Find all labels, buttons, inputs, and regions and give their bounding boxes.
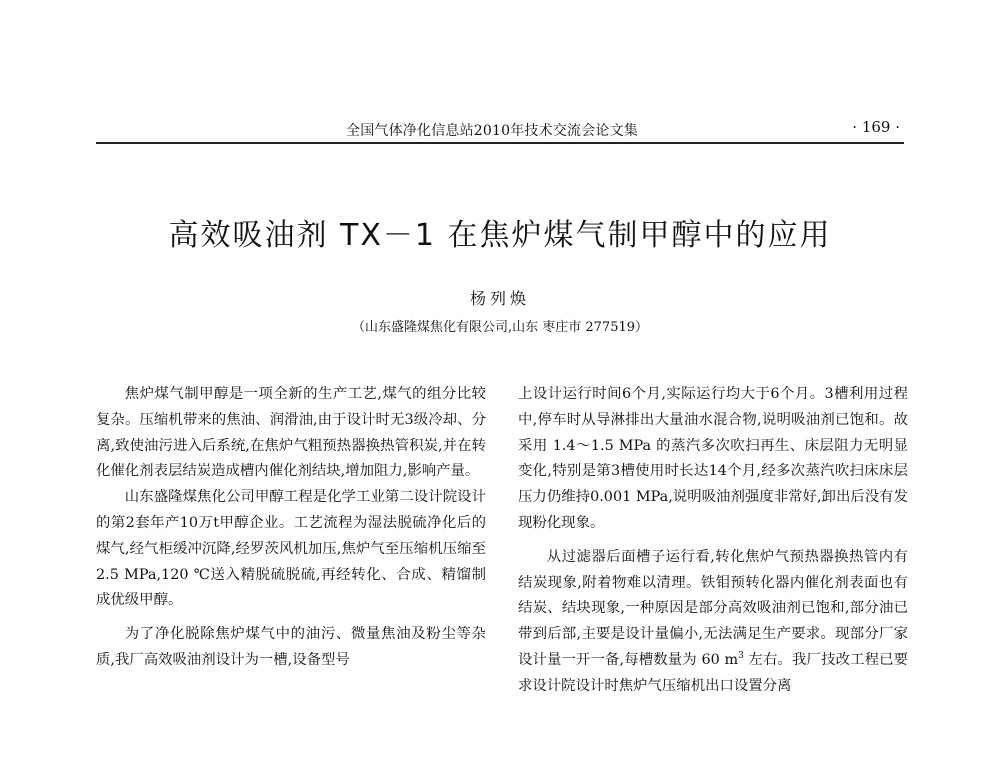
article-title: 高效吸油剂 TX－1 在焦炉煤气制甲醇中的应用 — [168, 218, 832, 253]
right-column — [518, 382, 908, 760]
page-number: · 169 · — [852, 118, 900, 136]
body-paragraph: 山东盛隆煤焦化公司甲醇工程是化学工业第二设计院设计的第2套年产10万t甲醇企业。工艺流程为湿法脱硫净化后的煤气,经气柜缓冲沉降,经罗茨风机加压,焦炉气至压缩机压缩至 2.5 MPa,120 ℃送入精脱硫脱硫,再经转化、合成、精馏制成优级甲醇。 — [96, 489, 486, 609]
author-affiliation: （山东盛隆煤焦化有限公司,山东 枣庄市 277519） — [351, 320, 649, 335]
body-paragraph: 焦炉煤气制甲醇是一项全新的生产工艺,煤气的组分比较复杂。压缩机带来的焦油、润滑油,由于设计时无3级冷却、分离,致使油污进入后系统,在焦炉气粗预热器换热管积炭,并在转化催化剂表层结炭造成槽内催化剂结块,增加阻力,影响产量。 — [96, 386, 486, 480]
body-paragraph: 上设计运行时间6个月,实际运行均大于6个月。3槽利用过程中,停车时从导淋排出大量油水混合物,说明吸油剂已饱和。故采用 1.4～1.5 MPa 的蒸汽多次吹扫再生、床层阻力无明显变化,特别是第3槽使用时长达14个月,经多次蒸汽吹扫床床层压力仍维持0.001 MPa,说明吸油剂强度非常好,卸出后没有发现粉化现象。 — [518, 386, 908, 531]
running-header — [96, 118, 904, 144]
body-paragraph — [518, 545, 908, 700]
author-name: 杨列焕 — [469, 289, 530, 308]
paragraph-text: 左右。我厂技改工程已要求设计院设计时焦炉气压缩机出口设置分离 — [518, 651, 908, 694]
superscript: 3 — [738, 651, 744, 662]
journal-title: 全国气体净化信息站2010年技术交流会论文集 — [346, 123, 639, 139]
paragraph-text: 从过滤器后面槽子运行看,转化焦炉气预热器换热管内有结炭现象,附着物难以清理。铁钼预转化器内催化剂表面也有结炭、结块现象,一种原因是部分高效吸油剂已饱和,部分油已带到后部,主要是设计量偏小,无法满足生产要求。现部分厂家设计量一开一备,每槽数量为 60 m — [518, 548, 908, 668]
left-column — [96, 382, 486, 760]
body-paragraph: 为了净化脱除焦炉煤气中的油污、微量焦油及粉尘等杂质,我厂高效吸油剂设计为一槽,设备型号 — [96, 626, 486, 668]
